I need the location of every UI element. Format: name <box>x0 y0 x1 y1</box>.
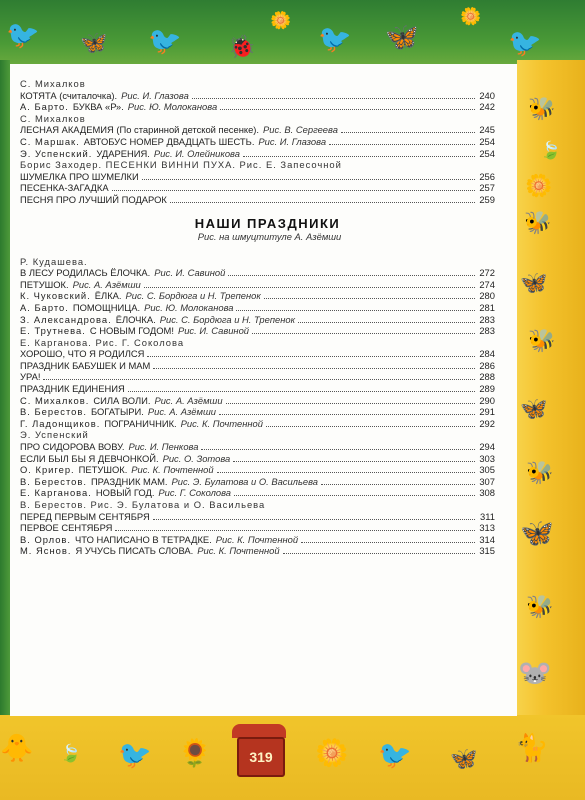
toc-dot-leader <box>220 109 475 110</box>
toc-entry-page: 283 <box>479 325 495 337</box>
toc-entry[interactable] <box>20 314 495 326</box>
toc-entry-page: 294 <box>479 441 495 453</box>
toc-entry-author: К. Чуковский. <box>20 290 91 302</box>
toc-entry[interactable] <box>20 511 495 523</box>
bird-icon: 🐦 <box>6 20 40 50</box>
toc-list-top <box>20 78 495 206</box>
toc-dot-leader <box>266 426 475 427</box>
section-title: НАШИ ПРАЗДНИКИ <box>194 215 341 231</box>
mouse-icon: 🐭 <box>518 658 552 688</box>
toc-entry-page: 303 <box>479 452 495 464</box>
toc-entry-page: 257 <box>479 182 495 194</box>
toc-dot-leader <box>147 356 475 357</box>
toc-entry-illustrator: Рис. И. Савиной <box>154 267 226 279</box>
toc-dot-leader <box>112 190 475 191</box>
toc-entry[interactable] <box>20 360 495 372</box>
toc-entry-illustrator: Рис. К. Почтенной <box>215 533 299 545</box>
toc-entry[interactable] <box>20 348 495 360</box>
toc-dot-leader <box>243 156 475 157</box>
toc-dot-leader <box>228 275 475 276</box>
toc-entry-page: 305 <box>479 464 495 476</box>
flower-icon: 🌼 <box>315 738 349 768</box>
toc-entry[interactable] <box>20 441 495 453</box>
toc-entry-page: 280 <box>479 290 495 302</box>
toc-dot-leader <box>192 98 475 99</box>
toc-entry-page: 256 <box>479 170 495 182</box>
toc-entry-author: С. Михалков. <box>20 394 90 406</box>
toc-entry-page: 274 <box>479 278 495 290</box>
toc-entry-illustrator: Рис. И. Глазова <box>121 89 189 101</box>
toc-entry-title: ПОМОЩНИЦА. <box>72 301 141 313</box>
bee-icon: 🐝 <box>526 460 554 485</box>
toc-entry-title: ПЕТУШОК. <box>20 278 69 290</box>
toc-entry[interactable] <box>20 545 495 557</box>
toc-entry-title: ХОРОШО, ЧТО Я РОДИЛСЯ <box>20 348 145 360</box>
toc-entry-author: В. Берестов. <box>20 406 87 418</box>
toc-entry-illustrator: Рис. К. Почтенной <box>180 417 263 429</box>
flower-icon: 🌼 <box>460 7 482 26</box>
butterfly-icon: 🦋 <box>385 22 419 52</box>
butterfly-icon: 🦋 <box>450 746 478 771</box>
toc-entry-title: ПРАЗДНИК ЕДИНЕНИЯ <box>20 383 125 395</box>
toc-entry-title: ПЕСЕНКА-ЗАГАДКА <box>20 182 109 194</box>
toc-entry-illustrator: Рис. С. Бордюга и Н. Трепенок <box>159 313 296 325</box>
toc-entry-page: 292 <box>479 417 495 429</box>
toc-dot-leader <box>283 553 475 554</box>
toc-entry[interactable] <box>20 464 495 476</box>
toc-entry-page: 254 <box>479 135 495 147</box>
toc-author-heading: В. Берестов. Рис. Э. Булатова и О. Васильева <box>20 499 266 510</box>
toc-entry[interactable] <box>20 383 495 395</box>
toc-entry-title: ПЕСНЯ ПРО ЛУЧШИЙ ПОДАРОК <box>20 193 167 205</box>
toc-entry-title: НОВЫЙ ГОД. <box>95 487 155 499</box>
toc-entry-title: УДАРЕНИЯ. <box>96 147 150 159</box>
toc-author-heading: Р. Кудашева. <box>20 255 88 267</box>
toc-entry-title: УРА! <box>20 371 41 383</box>
toc-entry-title: ЧТО НАПИСАНО В ТЕТРАДКЕ. <box>75 533 212 545</box>
toc-entry-illustrator: Рис. Ю. Молоканова <box>144 301 234 313</box>
toc-entry-illustrator: Рис. И. Савиной <box>177 325 250 337</box>
toc-entry-title: ПРАЗДНИК МАМ. <box>90 475 168 487</box>
toc-entry-title: ПЕТУШОК. <box>78 464 128 476</box>
toc-author-heading: Э. Успенский <box>20 429 89 441</box>
toc-entry-illustrator: Рис. Э. Булатова и О. Васильева <box>171 475 319 487</box>
toc-entry-author: Г. Ладонщиков. <box>20 417 101 429</box>
toc-dot-leader <box>170 202 475 203</box>
toc-entry-illustrator: Рис. В. Сергеева <box>263 124 338 136</box>
toc-dot-leader <box>153 368 475 369</box>
toc-entry-title: БОГАТЫРИ. <box>90 406 144 418</box>
toc-entry-author: А. Барто. <box>20 101 69 113</box>
bird-icon: 🐦 <box>508 28 542 58</box>
toc-entry-author: Э. Успенский. <box>20 147 93 159</box>
toc-dot-leader <box>321 484 475 485</box>
toc-entry-page: 313 <box>479 522 495 534</box>
toc-entry-author: О. Кригер. <box>20 464 75 476</box>
toc-entry-title: ЁЛКА. <box>94 290 122 302</box>
toc-entry-title: В ЛЕСУ РОДИЛАСЬ ЁЛОЧКА. <box>20 267 151 279</box>
toc-entry-page: 272 <box>479 267 495 279</box>
toc-entry-title: ПРАЗДНИК БАБУШЕК И МАМ <box>20 359 151 371</box>
toc-entry-title: ПЕРВОЕ СЕНТЯБРЯ <box>20 522 113 534</box>
toc-entry[interactable] <box>20 487 495 499</box>
toc-entry-author: М. Яснов. <box>20 545 72 557</box>
toc-entry-illustrator: Рис. К. Почтенной <box>131 464 214 476</box>
toc-entry-author: Е. Карганова. <box>20 487 92 499</box>
toc-author-heading: Е. Карганова. Рис. Г. Соколова <box>20 336 185 348</box>
toc-entry[interactable] <box>20 290 495 302</box>
toc-dot-leader <box>298 322 475 323</box>
toc-entry-illustrator: Рис. К. Почтенной <box>197 545 280 557</box>
toc-dot-leader <box>144 287 475 288</box>
butterfly-icon: 🦋 <box>80 30 108 55</box>
toc-entry-author: В. Орлов. <box>20 533 72 545</box>
toc-entry-page: 311 <box>480 510 495 522</box>
toc-entry[interactable] <box>20 267 495 279</box>
toc-entry[interactable] <box>20 406 495 418</box>
toc-entry-page: 245 <box>479 124 495 136</box>
toc-entry[interactable] <box>20 302 495 314</box>
toc-entry-author: В. Берестов. <box>20 475 87 487</box>
toc-entry[interactable] <box>20 522 495 534</box>
toc-entry[interactable] <box>20 325 495 337</box>
toc-dot-leader <box>43 379 475 380</box>
bee-icon: 🐝 <box>528 328 556 353</box>
toc-entry-page: 284 <box>479 348 495 360</box>
toc-entry-page: 240 <box>479 89 495 101</box>
leaf-icon: 🍃 <box>60 744 82 763</box>
toc-dot-leader <box>236 310 475 311</box>
page-number: 319 <box>237 737 285 777</box>
flower-icon: 🌼 <box>525 173 553 198</box>
toc-entry-illustrator: Рис. О. Зотова <box>162 452 231 464</box>
toc-entry-page: 286 <box>479 359 495 371</box>
toc-entry[interactable] <box>20 90 495 102</box>
toc-entry[interactable] <box>20 148 495 160</box>
toc-dot-leader <box>115 530 475 531</box>
toc-entry-title: ЕСЛИ БЫЛ БЫ Я ДЕВЧОНКОЙ. <box>20 452 159 464</box>
toc-entry-title: КОТЯТА (считалочка). <box>20 89 118 101</box>
toc-entry-title: Я УЧУСЬ ПИСАТЬ СЛОВА. <box>75 545 194 557</box>
toc-entry-illustrator: Рис. И. Глазова <box>258 135 327 147</box>
chick-icon: 🐥 <box>0 733 34 763</box>
toc-entry-page: 315 <box>479 545 495 557</box>
toc-dot-leader <box>301 542 475 543</box>
toc-entry[interactable] <box>20 453 495 465</box>
toc-dot-leader <box>252 333 475 334</box>
toc-entry-author: А. Барто. <box>20 301 69 313</box>
leaf-icon: 🍃 <box>540 141 562 160</box>
toc-list-bottom <box>20 256 495 557</box>
sunflower-icon: 🌻 <box>178 738 212 768</box>
toc-entry[interactable] <box>20 476 495 488</box>
bird-icon: 🐦 <box>148 26 182 56</box>
toc-entry-illustrator: Рис. Ю. Молоканова <box>127 101 218 113</box>
toc-entry-page: 307 <box>479 475 495 487</box>
cat-icon: 🐈 <box>515 733 549 763</box>
toc-entry-title: СИЛА ВОЛИ. <box>93 394 151 406</box>
toc-entry-title: ПРО СИДОРОВА ВОВУ. <box>20 441 125 453</box>
toc-dot-leader <box>341 132 475 133</box>
table-of-contents <box>20 78 495 557</box>
toc-entry-title: ЛЕСНАЯ АКАДЕМИЯ (По старинной детской песенке). <box>20 124 260 136</box>
toc-entry[interactable] <box>20 418 495 430</box>
toc-entry-illustrator: Рис. А. Азёмши <box>147 406 216 418</box>
toc-dot-leader <box>264 298 475 299</box>
toc-entry[interactable] <box>20 194 495 206</box>
toc-entry-illustrator: Рис. С. Бордюга и Н. Трепенок <box>125 290 261 302</box>
toc-entry-page: 290 <box>479 394 495 406</box>
toc-entry-page: 242 <box>479 101 495 113</box>
toc-dot-leader <box>217 472 475 473</box>
toc-dot-leader <box>329 144 475 145</box>
toc-dot-leader <box>201 449 475 450</box>
border-left-grass <box>0 60 10 800</box>
toc-entry-illustrator: Рис. А. Азёмши <box>154 394 223 406</box>
toc-dot-leader <box>226 403 475 404</box>
toc-entry-title: ШУМЕЛКА ПРО ШУМЕЛКИ <box>20 170 139 182</box>
ladybug-icon: 🐞 <box>228 34 256 59</box>
toc-entry[interactable] <box>20 124 495 136</box>
toc-dot-leader <box>153 519 475 520</box>
toc-entry-page: 288 <box>479 371 495 383</box>
bee-icon: 🐝 <box>524 210 552 235</box>
toc-entry-page: 281 <box>479 301 495 313</box>
toc-entry-author: С. Маршак. <box>20 135 80 147</box>
butterfly-icon: 🦋 <box>520 518 554 548</box>
toc-entry[interactable] <box>20 395 495 407</box>
border-right-yellow <box>517 60 585 800</box>
toc-entry-page: 259 <box>479 193 495 205</box>
section-subtitle: Рис. на шмуцтитуле А. Азёмши <box>197 230 342 242</box>
toc-entry-title: БУКВА «Р». <box>72 101 124 113</box>
toc-entry-illustrator: Рис. И. Пенкова <box>128 441 199 453</box>
toc-author-heading: С. Михалков <box>20 78 86 89</box>
toc-entry[interactable] <box>20 171 495 183</box>
toc-entry[interactable] <box>20 279 495 291</box>
toc-entry-title: ЁЛОЧКА. <box>115 313 156 325</box>
toc-entry-author: З. Александрова. <box>20 313 112 325</box>
toc-entry-page: 283 <box>479 313 495 325</box>
toc-dot-leader <box>128 391 475 392</box>
border-bottom-yellow <box>0 715 585 800</box>
toc-dot-leader <box>234 495 475 496</box>
toc-entry-page: 291 <box>479 406 495 418</box>
toc-dot-leader <box>219 414 475 415</box>
bullfinch-icon: 🐦 <box>318 24 352 54</box>
toc-entry-illustrator: Рис. А. Азёмши <box>72 278 141 290</box>
toc-dot-leader <box>142 179 475 180</box>
toc-entry-page: 308 <box>479 487 495 499</box>
toc-entry[interactable] <box>20 101 495 113</box>
toc-entry-illustrator: Рис. И. Олейникова <box>153 147 240 159</box>
flower-icon: 🌼 <box>270 11 292 30</box>
page-number-roof <box>232 724 286 738</box>
toc-entry-title: С НОВЫМ ГОДОМ! <box>89 325 174 337</box>
butterfly-icon: 🦋 <box>520 270 548 295</box>
toc-entry[interactable] <box>20 136 495 148</box>
toc-entry-page: 314 <box>479 533 495 545</box>
bee-icon: 🐝 <box>528 96 556 121</box>
toc-dot-leader <box>233 461 475 462</box>
butterfly-icon: 🦋 <box>520 396 548 421</box>
bee-icon: 🐝 <box>526 594 554 619</box>
toc-entry-title: ПЕРЕД ПЕРВЫМ СЕНТЯБРЯ <box>20 510 150 522</box>
bird-icon: 🐦 <box>378 740 412 770</box>
toc-entry-page: 254 <box>479 147 495 159</box>
toc-author-heading: Борис Заходер. ПЕСЕНКИ ВИННИ ПУХА. Рис. Е. Запесочной <box>20 159 342 171</box>
toc-entry[interactable] <box>20 182 495 194</box>
toc-entry-page: 289 <box>479 383 495 395</box>
toc-entry-title: ПОГРАНИЧНИК. <box>104 417 177 429</box>
toc-entry-title: АВТОБУС НОМЕР ДВАДЦАТЬ ШЕСТЬ. <box>83 135 255 147</box>
toc-entry[interactable] <box>20 371 495 383</box>
toc-entry-author: Е. Трутнева. <box>20 325 86 337</box>
toc-entry[interactable] <box>20 534 495 546</box>
toc-author-heading: С. Михалков <box>20 112 86 124</box>
bird-icon: 🐦 <box>118 740 152 770</box>
toc-entry-illustrator: Рис. Г. Соколова <box>158 487 231 499</box>
